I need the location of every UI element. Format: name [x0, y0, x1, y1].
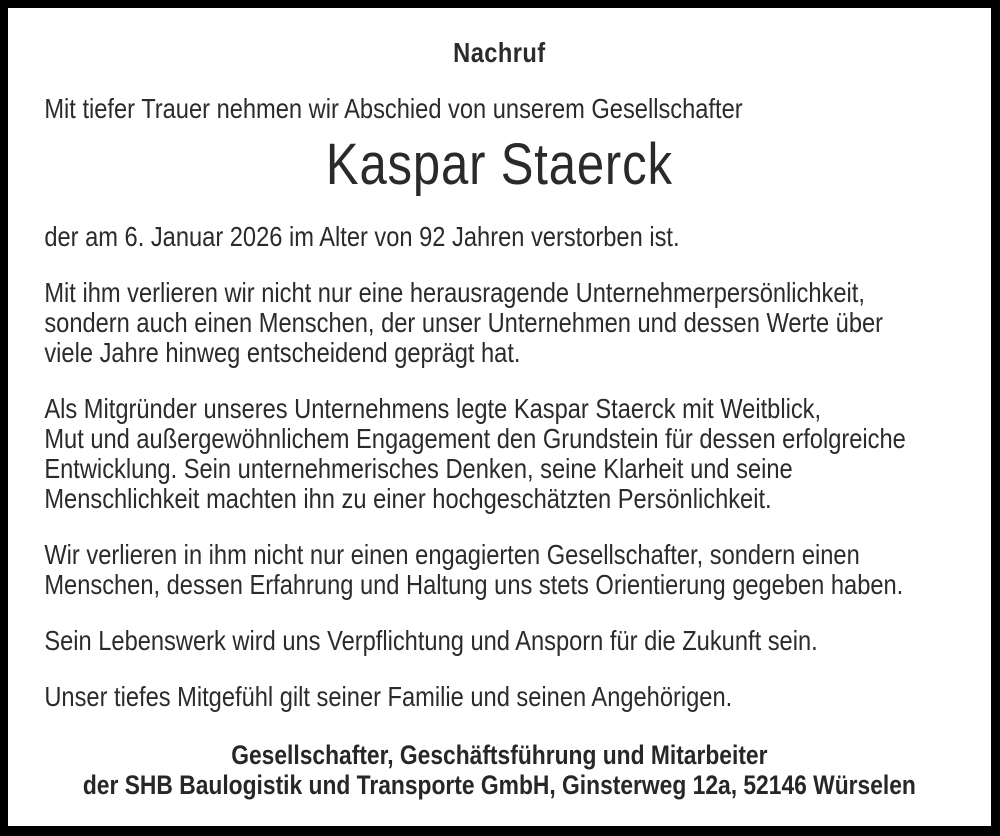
paragraph-line: Menschen, dessen Erfahrung und Haltung uns stets Orientierung gegeben haben. [44, 569, 904, 600]
signature-line-2: der SHB Baulogistik und Transporte GmbH, Ginsterweg 12a, 52146 Würselen [82, 770, 916, 800]
paragraph-line: sondern auch einen Menschen, der unser Unternehmen und dessen Werte über [44, 307, 884, 338]
paragraph-legacy [44, 626, 954, 656]
intro-line: Mit tiefer Trauer nehmen wir Abschied von unserem Gesellschafter [44, 93, 743, 124]
signature-block [44, 740, 954, 800]
paragraph-tribute-2 [44, 394, 954, 514]
paragraph-line: Unser tiefes Mitgefühl gilt seiner Familie und seinen Angehörigen. [44, 681, 733, 712]
paragraph-line: Wir verlieren in ihm nicht nur einen engagierten Gesellschafter, sondern einen [44, 539, 860, 570]
paragraph-line: Sein Lebenswerk wird uns Verpflichtung und Ansporn für die Zukunft sein. [44, 625, 818, 656]
signature-line-1: Gesellschafter, Geschäftsführung und Mitarbeiter [231, 740, 768, 770]
paragraph-line: Als Mitgründer unseres Unternehmens legte Kaspar Staerck mit Weitblick, [44, 393, 822, 424]
obituary-content [8, 8, 991, 800]
paragraph-line: Mut und außergewöhnlichem Engagement den Grundstein für dessen erfolgreiche [44, 423, 906, 454]
notice-title: Nachruf [453, 37, 546, 68]
paragraph-line: Menschlichkeit machten ihn zu einer hochgeschätzten Persönlichkeit. [44, 483, 772, 514]
paragraph-tribute-3 [44, 540, 954, 600]
deceased-name: Kaspar Staerck [325, 132, 673, 197]
paragraph-line: Entwicklung. Sein unternehmerisches Denken, seine Klarheit und seine [44, 453, 793, 484]
death-date-line: der am 6. Januar 2026 im Alter von 92 Jahren verstorben ist. [44, 221, 680, 252]
paragraph-line: Mit ihm verlieren wir nicht nur eine herausragende Unternehmerpersönlichkeit, [44, 277, 865, 308]
paragraph-line: viele Jahre hinweg entscheidend geprägt hat. [44, 337, 521, 368]
paragraph-tribute-1 [44, 278, 954, 368]
paragraph-condolence [44, 682, 954, 712]
